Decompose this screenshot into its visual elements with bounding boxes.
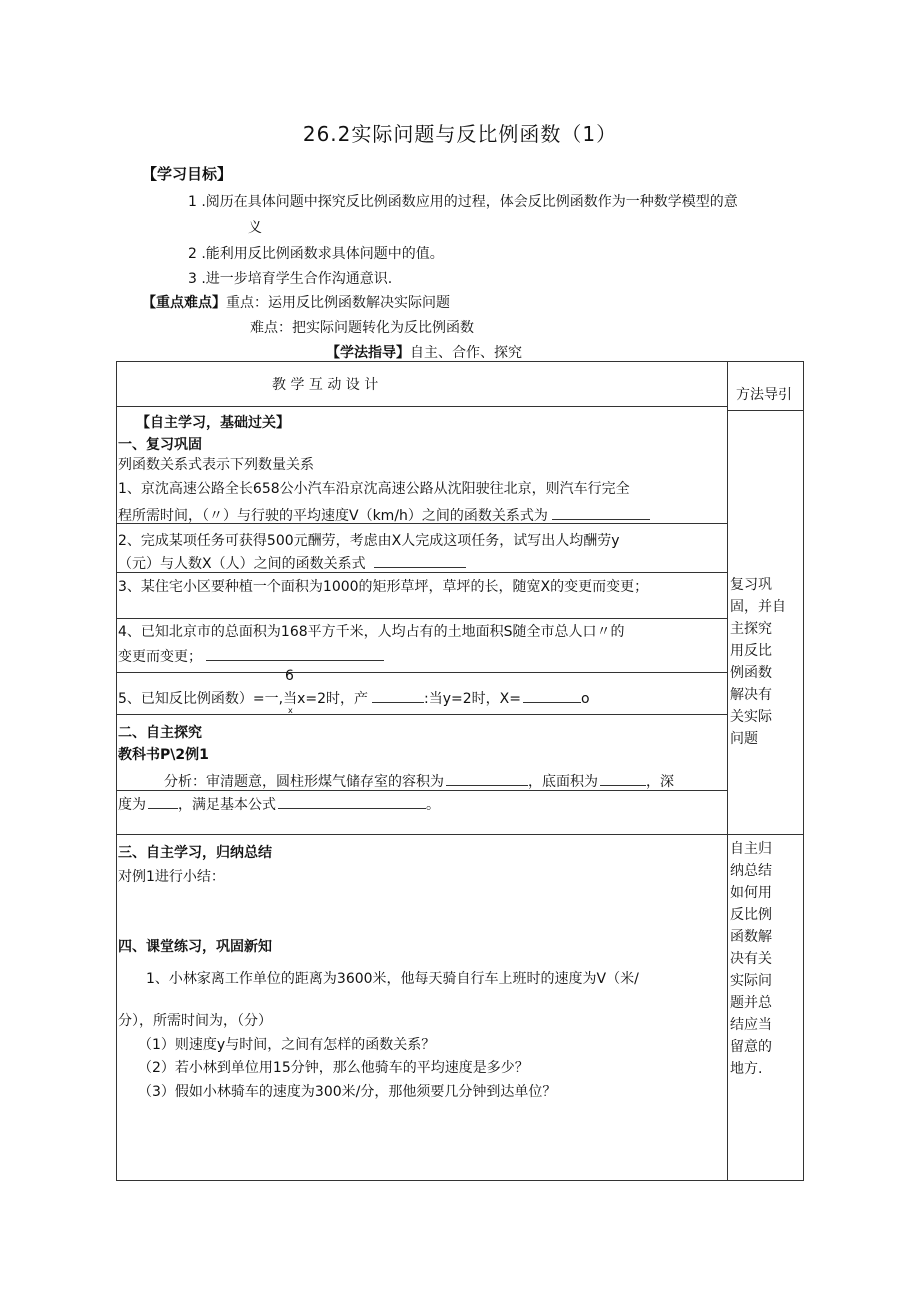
question-5-end: o [580, 691, 590, 707]
table-header-main: 教 学 互 动 设 计 [272, 377, 379, 393]
question-1-cont [118, 505, 650, 525]
question-2: 2、完成某项任务可获得500元酬劳，考虑由X人完成这项任务，试写出人均酬劳y [118, 533, 620, 549]
section-divider [116, 834, 804, 835]
side-note-2 [730, 838, 772, 1080]
page-title: 26.2实际问题与反比例函数（1） [302, 122, 618, 146]
section1-sub: 一、复习巩固 [118, 437, 202, 453]
key-points [142, 292, 450, 312]
analysis-line [164, 771, 674, 791]
answer-blank[interactable] [206, 648, 384, 661]
section1-intro: 列函数关系式表示下列数量关系 [118, 457, 314, 473]
goal-item-2: 2 .能利用反比例函数求具体问题中的值。 [188, 246, 444, 262]
side-note-line: 地方. [730, 1061, 763, 1077]
section3-heading: 三、自主学习，归纳总结 [118, 845, 272, 861]
practice-sub-3: （3）假如小林骑车的速度为300米/分，那他须要几分钟到达单位？ [138, 1084, 557, 1100]
question-2-cont [118, 553, 466, 573]
fraction-numerator: 6 [285, 668, 294, 684]
side-note-line: 决有关 [730, 951, 772, 967]
side-note-line: 用反比 [730, 643, 772, 659]
side-note-line: 留意的 [730, 1039, 772, 1055]
answer-blank[interactable] [600, 773, 646, 786]
side-note-line: 结应当 [730, 1017, 772, 1033]
section2-heading: 二、自主探究 [118, 725, 202, 741]
side-note-line: 例函数 [730, 665, 772, 681]
section3-text: 对例1进行小结： [118, 869, 225, 885]
key-heading: 【重点难点】 [142, 295, 226, 311]
answer-blank[interactable] [278, 796, 426, 809]
side-note-line: 主探究 [730, 621, 772, 637]
method-heading: 【学法指导】 [326, 345, 410, 361]
side-note-line: 复习巩 [730, 577, 772, 593]
side-note-line: 题并总 [730, 995, 772, 1011]
column-divider [727, 361, 728, 1181]
practice-sub-2: （2）若小林到单位用15分钟，那么他骑车的平均速度是多少？ [138, 1060, 529, 1076]
question-1: 1、京沈高速公路全长658公小汽车沿京沈高速公路从沈阳驶往北京，则汽车行完全 [118, 481, 630, 497]
header-divider-main [116, 406, 727, 407]
analysis-text-f: 。 [426, 797, 440, 813]
analysis-text-b: ，底面积为 [528, 774, 598, 790]
side-note-line: 纳总结 [730, 863, 772, 879]
answer-blank[interactable] [446, 773, 528, 786]
answer-blank[interactable] [372, 690, 424, 703]
answer-blank[interactable] [552, 507, 650, 520]
side-note-line: 自主归 [730, 841, 772, 857]
answer-blank[interactable] [523, 690, 581, 703]
side-note-line: 反比例 [730, 907, 772, 923]
question-4: 4、已知北京市的总面积为168平方千米，人均占有的土地面积S随全市总人口〃的 [118, 624, 625, 640]
goal-item-1-cont: 义 [248, 220, 262, 236]
method-text: 自主、合作、探究 [410, 345, 522, 361]
section1-heading: 【自主学习，基础过关】 [136, 415, 290, 431]
side-note-line: 解决有 [730, 687, 772, 703]
key-difficulty: 难点：把实际问题转化为反比例函数 [250, 320, 474, 336]
goal-item-1: 1 .阅历在具体问题中探究反比例函数应用的过程，体会反比例函数作为一种数学模型的意 [188, 194, 738, 210]
question-4-text: 变更而变更； [118, 649, 202, 665]
section4-heading: 四、课堂练习，巩固新知 [118, 939, 272, 955]
question-5-text: 5、已知反比例函数）=一,当x=2时，产 [118, 691, 369, 707]
row-divider [116, 714, 727, 715]
side-note-1 [730, 574, 786, 750]
textbook-ref: 教科书P\2例1 [118, 747, 209, 763]
side-note-line: 关实际 [730, 709, 772, 725]
goal-item-3: 3 .进一步培育学生合作沟通意识. [188, 271, 393, 287]
row-divider [116, 672, 727, 673]
question-4-cont [118, 646, 384, 666]
question-5-text-b: :当y=2时，X= [424, 691, 521, 707]
analysis-line-2 [118, 794, 440, 814]
analysis-text-e: ，满足基本公式 [178, 797, 276, 813]
row-divider [116, 618, 727, 619]
answer-blank[interactable] [148, 796, 178, 809]
key-focus: 重点：运用反比例函数解决实际问题 [226, 295, 450, 311]
analysis-text-d: 度为 [118, 797, 146, 813]
header-divider-side [727, 410, 804, 411]
side-note-line: 实际问 [730, 973, 772, 989]
goals-heading: 【学习目标】 [142, 165, 233, 183]
practice-sub-1: （1）则速度y与时间，之间有怎样的函数关系？ [138, 1037, 436, 1053]
question-3: 3、某住宅小区要种植一个面积为1000的矩形草坪，草坪的长，随宽X的变更而变更； [118, 579, 649, 595]
question-2-text: （元）与人数X（人）之间的函数关系式 [118, 556, 366, 572]
practice-1: 1、小林家离工作单位的距离为3600米，他每天骑自行车上班时的速度为V（米/ [146, 971, 639, 987]
question-1-text: 程所需时间，（〃）与行驶的平均速度V（km/h）之间的函数关系式为 [118, 508, 548, 524]
fraction-denominator: x [288, 706, 293, 715]
analysis-text-c: ，深 [646, 774, 674, 790]
side-note-line: 如何用 [730, 885, 772, 901]
method-line [326, 342, 522, 362]
practice-1-cont: 分），所需时间为，（分） [118, 1013, 272, 1029]
side-note-line: 函数解 [730, 929, 772, 945]
side-note-line: 问题 [730, 731, 758, 747]
answer-blank[interactable] [374, 555, 466, 568]
question-5 [118, 688, 590, 708]
table-header-side: 方法导引 [736, 387, 792, 403]
analysis-text: 分析：审清题意，圆柱形煤气储存室的容积为 [164, 774, 444, 790]
side-note-line: 固，并自 [730, 599, 786, 615]
